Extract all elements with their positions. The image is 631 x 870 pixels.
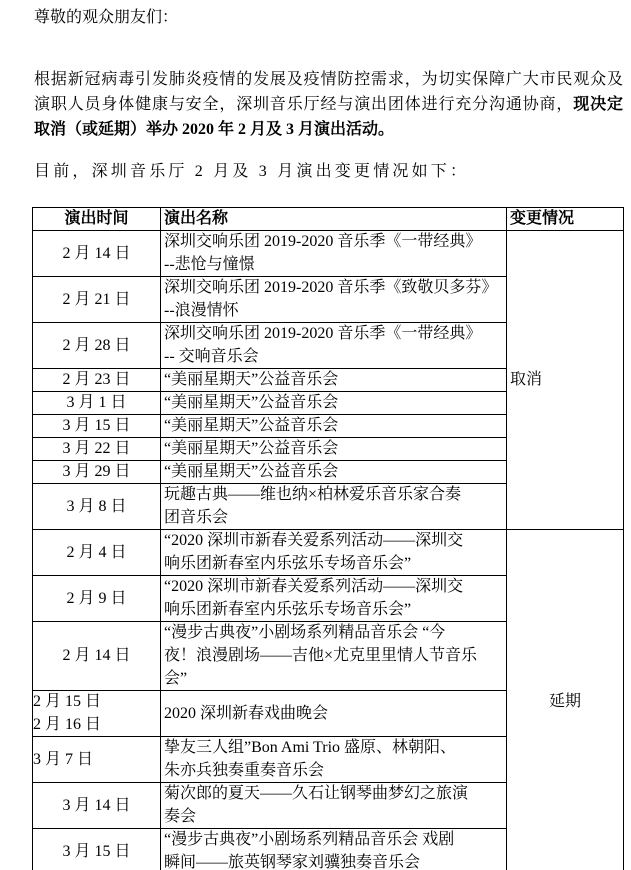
performance-name-cell (161, 438, 507, 461)
performance-name-line: “漫步古典夜”小剧场系列精品音乐会 戏剧 (164, 831, 455, 848)
performance-name-line: 团音乐会 (164, 509, 229, 526)
date-cell (33, 415, 161, 438)
performance-name-line: “2020 深圳市新春关爱系列活动——深圳交 (164, 578, 464, 595)
date-cell (33, 829, 161, 870)
performance-name-line: 瞬间——旅英钢琴家刘骥独奏音乐会 (164, 854, 421, 870)
header-name: 演出名称 (161, 208, 507, 231)
performance-name-cell (161, 576, 507, 622)
performance-name-line: 深圳交响乐团 2019-2020 音乐季《一带经典》 (164, 233, 482, 250)
performance-name-line: 深圳交响乐团 2019-2020 音乐季《一带经典》 (164, 325, 482, 342)
date-text: 2 月 14 日 (62, 647, 131, 664)
date-text: 2 月 21 日 (62, 290, 131, 308)
performance-name-cell (161, 829, 507, 870)
date-cell (33, 323, 161, 369)
performance-name-line: “美丽星期天”公益音乐会 (164, 371, 339, 388)
table-row (33, 530, 624, 576)
performance-name-cell (161, 530, 507, 576)
date-text: 3 月 15 日 (62, 417, 131, 434)
performance-name-line: 朱亦兵独奏重奏音乐会 (164, 762, 325, 779)
date-text: 2 月 28 日 (62, 336, 131, 354)
performance-name-line: “漫步古典夜”小剧场系列精品音乐会 “今 (164, 624, 446, 641)
date-cell (33, 530, 161, 576)
date-cell (33, 438, 161, 461)
schedule-table (32, 207, 624, 870)
performance-name-line: 会” (164, 670, 188, 687)
performance-name-line: “美丽星期天”公益音乐会 (164, 417, 339, 434)
performance-name-cell (161, 392, 507, 415)
date-cell (33, 484, 161, 530)
performance-name-cell (161, 323, 507, 369)
date-text: 2 月 14 日 (62, 244, 131, 262)
performance-name-cell (161, 277, 507, 323)
performance-name-line: “美丽星期天”公益音乐会 (164, 394, 339, 411)
performance-name-cell (161, 484, 507, 530)
date-text: 2 月 9 日 (66, 589, 127, 607)
date-cell (33, 783, 161, 829)
performance-name-line: 响乐团新春室内乐弦乐专场音乐会” (164, 555, 412, 572)
change-status-text: 延期 (548, 693, 581, 710)
decision-text: 现决定 (573, 96, 623, 113)
performance-name-line: “美丽星期天”公益音乐会 (164, 440, 339, 457)
date-text: 3 月 7 日 (33, 750, 94, 768)
table-row (33, 231, 624, 277)
performance-name-cell (161, 369, 507, 392)
date-text: 3 月 15 日 (62, 842, 131, 860)
date-cell (33, 737, 161, 783)
performance-name-line: --悲怆与憧憬 (164, 256, 255, 273)
summary-line: 目前，深圳音乐厅 2 月及 3 月演出变更情况如下： (34, 163, 470, 180)
header-time: 演出时间 (33, 208, 161, 231)
performance-name-line: 玩趣古典——维也纳×柏林爱乐音乐家合奏 (164, 486, 462, 503)
date-text: 2 月 4 日 (66, 543, 127, 561)
notice-line: 根据新冠病毒引发肺炎疫情的发展及疫情防控需求，为切实保障广大市民观众及 (34, 71, 623, 88)
date-text: 3 月 8 日 (66, 497, 127, 515)
performance-name-line: 夜！浪漫剧场——吉他×尤克里里情人节音乐 (164, 647, 478, 664)
performance-name-cell (161, 231, 507, 277)
performance-name-line: “美丽星期天”公益音乐会 (164, 463, 339, 480)
performance-name-cell (161, 691, 507, 737)
date-text: 3 月 22 日 (62, 440, 131, 457)
date-cell (33, 369, 161, 392)
date-text: 3 月 14 日 (62, 796, 131, 814)
date-cell (33, 576, 161, 622)
date-text: 3 月 29 日 (62, 463, 131, 480)
performance-name-line: 挚友三人组”Bon Ami Trio 盛原、林朝阳、 (164, 739, 457, 756)
decision-text: 取消（或延期）举办 2020 年 2 月及 3 月演出活动。 (34, 121, 395, 138)
change-status-cell (507, 530, 624, 870)
date-cell (33, 231, 161, 277)
performance-name-line: 奏会 (164, 808, 197, 825)
date-cell (33, 461, 161, 484)
notice-line-text: 演职人员身体健康与安全，深圳音乐厅经与演出团体进行充分沟通协商， (34, 96, 574, 113)
performance-name-cell (161, 783, 507, 829)
date-cell (33, 277, 161, 323)
notice-paragraph (34, 67, 623, 142)
date-text: 2 月 15 日 (33, 693, 102, 710)
performance-name-line: 菊次郎的夏天——久石让钢琴曲梦幻之旅演 (164, 785, 469, 802)
performance-name-cell (161, 622, 507, 691)
schedule-table-wrapper (32, 207, 624, 870)
header-status: 变更情况 (507, 208, 624, 231)
table-header-row (33, 208, 624, 231)
date-text: 3 月 1 日 (66, 394, 127, 411)
change-status-cell (507, 231, 624, 530)
date-cell (33, 691, 161, 737)
performance-name-line: 深圳交响乐团 2019-2020 音乐季《致敬贝多芬》 (164, 279, 498, 296)
date-text: 2 月 16 日 (33, 716, 102, 733)
performance-name-line: 响乐团新春室内乐弦乐专场音乐会” (164, 601, 412, 618)
performance-name-cell (161, 415, 507, 438)
date-cell (33, 392, 161, 415)
table-body (33, 231, 624, 870)
notice-line (34, 92, 623, 117)
performance-name-line: “2020 深圳市新春关爱系列活动——深圳交 (164, 532, 464, 549)
date-cell (33, 622, 161, 691)
date-text: 2 月 23 日 (62, 371, 131, 388)
greeting: 尊敬的观众朋友们： (34, 9, 179, 26)
performance-name-line: -- 交响音乐会 (164, 348, 259, 365)
performance-name-line: 2020 深圳新春戏曲晚会 (164, 704, 329, 722)
performance-name-cell (161, 461, 507, 484)
change-status-text: 取消 (510, 371, 543, 388)
performance-name-cell (161, 737, 507, 783)
performance-name-line: --浪漫情怀 (164, 302, 239, 319)
